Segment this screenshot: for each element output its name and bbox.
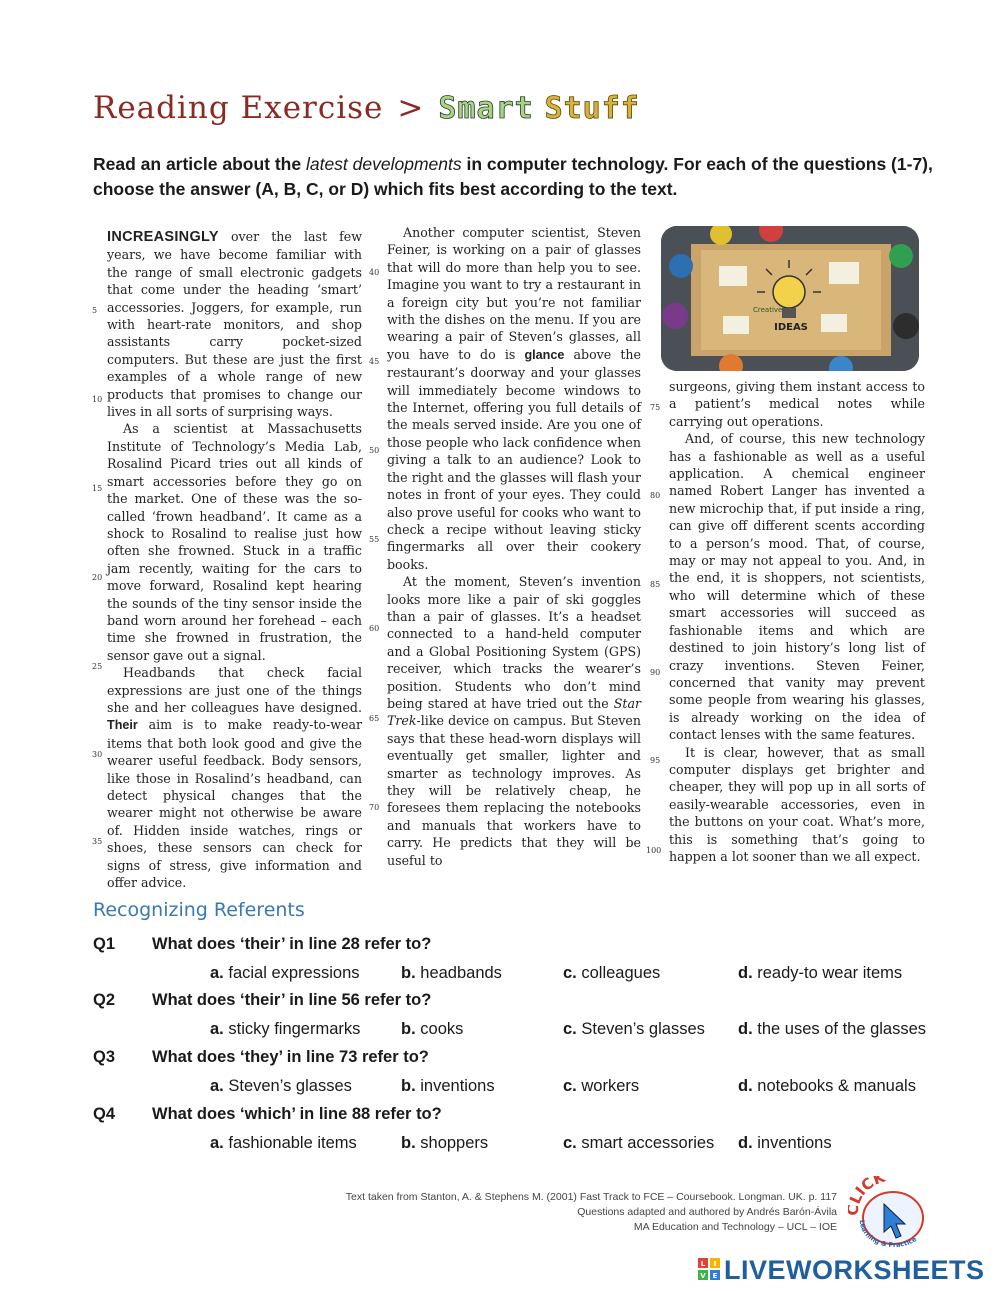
answer-option[interactable] (738, 1134, 832, 1153)
option-text: headbands (420, 964, 502, 982)
line-number: 95 (650, 756, 661, 765)
option-text: Steven’s glasses (228, 1077, 352, 1095)
title-stuff: Stuff (544, 91, 640, 126)
article-text: aim is to make ready-to-wear items that both look good and give the wearer useful feedback. Body sensors, like those in Rosalind’s headband, can detect physical changes that the wearer might not otherwise be aware of. Hidden inside watches, rings or shoes, these sensors can check for signs of stress, give information and offer advice. (107, 717, 362, 891)
brand-letter-v: V (700, 1272, 706, 1280)
option-letter: d. (738, 964, 753, 982)
brand-letter-l: L (700, 1260, 706, 1268)
option-letter: c. (563, 1077, 577, 1095)
liveworksheets-icon (698, 1258, 720, 1280)
line-number: 75 (650, 403, 661, 412)
option-letter: b. (401, 964, 416, 982)
option-letter: a. (210, 1077, 224, 1095)
option-text: notebooks & manuals (757, 1077, 916, 1095)
answer-option[interactable] (738, 1077, 916, 1096)
instructions-text-2: in computer technology. For each of the questions (1-7), choose the answer (A, B, C, or D) which fits best according to the text. (93, 154, 933, 199)
line-number: 100 (646, 846, 662, 855)
line-number: 40 (369, 268, 380, 277)
option-letter: d. (738, 1077, 753, 1095)
option-text: the uses of the glasses (757, 1020, 927, 1038)
article-column-3 (669, 378, 925, 865)
credit-source: Text taken from Stanton, A. & Stephens M. (2001) Fast Track to FCE – Coursebook. Longman. UK. p. 117 (345, 1191, 837, 1203)
photo-label-creative: Creative (753, 306, 783, 314)
option-text: inventions (757, 1134, 832, 1152)
answer-option[interactable] (401, 1077, 495, 1096)
article-text: Headbands that check facial expressions are just one of the things she and her colleagues have designed. (107, 665, 362, 715)
question-text: What does ‘their’ in line 28 refer to? (152, 935, 432, 953)
option-letter: d. (738, 1020, 753, 1038)
article-paragraph: And, of course, this new technology has a fashionable as well as a useful application. A chemical engineer named Robert Langer has invented a new microchip that, if put inside a ring, can give off different scents according to a person’s mood. That, of course, may or may not appeal to you. And, in the end, it is shoppers, not scientists, who will determine which of these smart accessories will succeed as fashionable items and which are destined to join history’s long list of crazy inventions. Steven Feiner, concerned that vanity may prevent some people from wearing his glasses, is already working on the idea of contact lenses with the same features. (669, 431, 925, 743)
option-text: colleagues (581, 964, 661, 982)
line-number: 45 (369, 357, 380, 366)
question-number: Q4 (93, 1105, 116, 1123)
option-text: inventions (420, 1077, 495, 1095)
line-number: 90 (650, 668, 661, 677)
brainstorm-illustration (661, 226, 919, 371)
highlight-glance: glance (524, 347, 565, 362)
title-separator: > (397, 90, 425, 126)
page-title (93, 90, 640, 126)
instructions (93, 152, 933, 202)
option-letter: d. (738, 1134, 753, 1152)
answer-option[interactable] (738, 1020, 926, 1039)
option-letter: a. (210, 964, 224, 982)
line-number: 5 (92, 306, 98, 315)
photo-label-ideas: IDEAS (774, 322, 808, 333)
option-text: sticky fingermarks (228, 1020, 361, 1038)
title-reading-exercise: Reading Exercise (93, 90, 384, 126)
option-letter: a. (210, 1134, 224, 1152)
article-paragraph (387, 224, 641, 573)
brand-letter-e: E (712, 1272, 718, 1280)
option-text: facial expressions (228, 964, 360, 982)
line-number: 70 (369, 803, 380, 812)
option-letter: b. (401, 1134, 416, 1152)
line-number: 60 (369, 624, 380, 633)
line-number: 25 (92, 662, 103, 671)
article-photo (661, 226, 919, 371)
line-number: 20 (92, 573, 103, 582)
instructions-text-1: Read an article about the (93, 154, 306, 174)
click-logo-graphic (848, 1176, 938, 1252)
option-text: Steven’s glasses (581, 1020, 705, 1038)
line-number: 30 (92, 750, 103, 759)
answer-option[interactable] (210, 1077, 352, 1096)
click-logo (848, 1176, 938, 1252)
line-number: 65 (369, 714, 380, 723)
article-column-1 (107, 228, 362, 891)
article-lead-word: INCREASINGLY (107, 229, 219, 245)
option-letter: b. (401, 1020, 416, 1038)
question-text: What does ‘their’ in line 56 refer to? (152, 991, 432, 1009)
answer-option[interactable] (563, 1077, 639, 1096)
option-text: ready-to wear items (757, 964, 903, 982)
answer-option[interactable] (210, 1020, 360, 1039)
liveworksheets-brand[interactable]: LIVEWORKSHEETS (724, 1255, 985, 1285)
answer-option[interactable] (210, 1134, 357, 1153)
article-paragraph: It is clear, however, that as small computer displays get brighter and cheaper, they will pop up in all sorts of easily-wearable accessories, even in the buttons on your coat. What’s more, this is something that’s going to happen a lot sooner than we all expect. (669, 744, 925, 864)
title-smart: Smart (438, 91, 534, 126)
option-text: shoppers (420, 1134, 489, 1152)
option-letter: a. (210, 1020, 224, 1038)
question-number: Q2 (93, 991, 116, 1009)
line-number: 15 (92, 484, 103, 493)
option-text: workers (581, 1077, 640, 1095)
line-number: 10 (92, 395, 103, 404)
line-number: 85 (650, 580, 661, 589)
option-text: cooks (420, 1020, 464, 1038)
instructions-italic: latest developments (305, 154, 462, 174)
answer-option[interactable] (738, 964, 902, 983)
option-text: fashionable items (228, 1134, 357, 1152)
line-number: 80 (650, 491, 661, 500)
option-letter: c. (563, 964, 577, 982)
question-number: Q3 (93, 1048, 116, 1066)
highlight-their: Their (107, 718, 138, 733)
answer-option[interactable] (401, 964, 502, 983)
credit-author: Questions adapted and authored by Andrés Barón-Ávila (577, 1206, 837, 1218)
article-paragraph: surgeons, giving them instant access to a patient’s medical notes while carrying out operations. (669, 379, 925, 429)
answer-option[interactable] (401, 1020, 463, 1039)
article-paragraph (107, 664, 362, 891)
logo-arc-text: Learning & Practice (857, 1219, 919, 1250)
article-text: Another computer scientist, Steven Feiner, is working on a pair of glasses that will do more than help you to see. Imagine you want to try a restaurant in a foreign city but you’re not familiar with the dishes on the menu. If you are wearing a pair of Steven’s glasses, all you have to do is (387, 225, 641, 362)
article-paragraph (387, 573, 641, 869)
question-number: Q1 (93, 935, 116, 953)
answer-option[interactable] (401, 1134, 488, 1153)
answer-option[interactable] (563, 1020, 705, 1039)
option-letter: c. (563, 1020, 577, 1038)
question-text: What does ‘which’ in line 88 refer to? (152, 1105, 442, 1123)
logo-word: ICK (851, 1176, 888, 1199)
answer-option[interactable] (210, 964, 360, 983)
line-number: 35 (92, 837, 103, 846)
section-heading: Recognizing Referents (93, 899, 305, 921)
line-number: 50 (369, 446, 380, 455)
article-italic: Star Trek (387, 695, 641, 729)
answer-option[interactable] (563, 964, 660, 983)
option-letter: b. (401, 1077, 416, 1095)
line-number: 55 (369, 535, 380, 544)
article-paragraph: over the last few years, we have become familiar with the range of small electronic gadgets that come under the heading ‘smart’ accessories. Joggers, for example, run with heart-rate monitors, and shop assistants carry pocket-sized computers. But these are just the first examples of a whole range of new products that promises to change our lives in all sorts of surprising ways. (107, 229, 362, 420)
credit-institution: MA Education and Technology – UCL – IOE (633, 1221, 837, 1233)
answer-option[interactable] (563, 1134, 714, 1153)
option-letter: c. (563, 1134, 577, 1152)
option-text: smart accessories (581, 1134, 715, 1152)
question-text: What does ‘they’ in line 73 refer to? (152, 1048, 429, 1066)
article-paragraph: As a scientist at Massachusetts Institute of Technology’s Media Lab, Rosalind Picard tries out all kinds of smart accessories before they go on the market. One of these was the so-called ‘frown headband’. It came as a shock to Rosalind to realise just how often she frowned. Stuck in a traffic jam recently, waiting for the cars to move forward, Rosalind kept hearing the sounds of the tiny sensor inside the band worn around her forehead – each time she frowned in frustration, the sensor gave out a signal. (107, 421, 362, 663)
article-text: above the restaurant’s doorway and your glasses will immediately become windows to the Internet, offering you full details of the meals served inside. Are you one of those people who lack confidence when giving a talk to an audience? Look to the right and the glasses will flash your notes in front of your eyes. They could also prove useful for cooks who want to check a recipe without leaving sticky fingermarks all over their cookery books. (387, 346, 641, 572)
article-text: -like device on campus. But Steven says that these head-worn displays will eventually get smaller, lighter and smarter as technology improves. As they will be relatively cheap, he foresees them replacing the notebooks and manuals that workers have to carry. He predicts that they will be useful to (387, 713, 641, 868)
article-column-2 (387, 224, 641, 869)
article-text: At the moment, Steven’s invention looks more like a pair of ski goggles than a pair of glasses. It’s a headset connected to a hand-held computer and a Global Positioning System (GPS) receiver, which tracks the wearer’s position. Students who don’t mind being stared at have tried out the (387, 574, 641, 711)
brand-letter-i: I (713, 1260, 717, 1268)
